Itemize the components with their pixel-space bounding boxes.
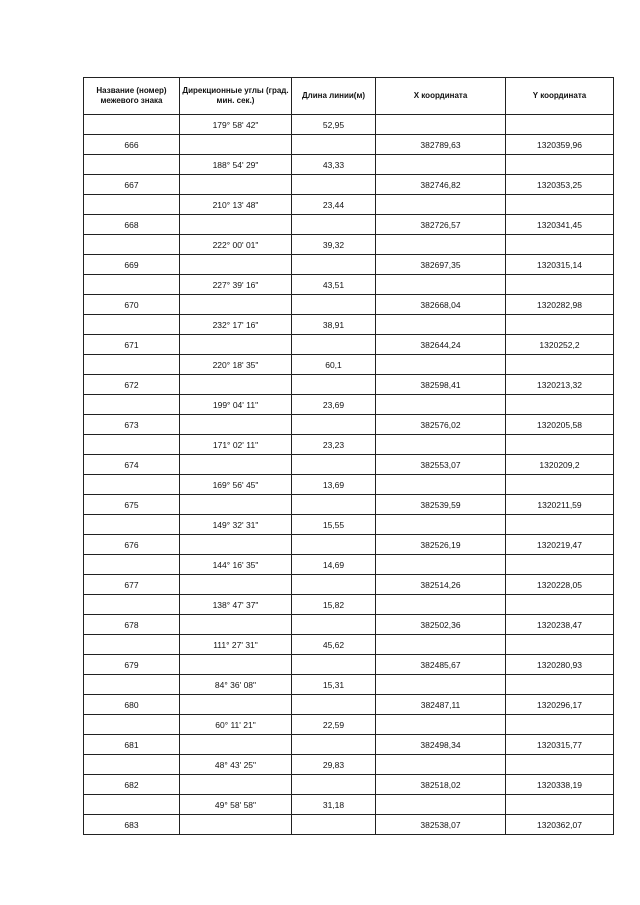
empty-cell <box>506 315 614 335</box>
empty-cell <box>180 335 292 355</box>
empty-cell <box>376 275 506 295</box>
point-row <box>84 215 614 235</box>
line-length: 38,91 <box>292 315 376 335</box>
header-length: Длина линии(м) <box>292 78 376 115</box>
direction-angle: 144° 16' 35" <box>180 555 292 575</box>
y-coordinate: 1320341,45 <box>506 215 614 235</box>
empty-cell <box>84 595 180 615</box>
y-coordinate: 1320315,77 <box>506 735 614 755</box>
point-row <box>84 255 614 275</box>
x-coordinate: 382644,24 <box>376 335 506 355</box>
empty-cell <box>506 635 614 655</box>
empty-cell <box>292 175 376 195</box>
line-length: 15,82 <box>292 595 376 615</box>
empty-cell <box>292 135 376 155</box>
direction-angle: 138° 47' 37" <box>180 595 292 615</box>
empty-cell <box>376 595 506 615</box>
empty-cell <box>292 335 376 355</box>
empty-cell <box>180 575 292 595</box>
line-length: 31,18 <box>292 795 376 815</box>
empty-cell <box>292 615 376 635</box>
empty-cell <box>84 155 180 175</box>
empty-cell <box>376 635 506 655</box>
point-name: 683 <box>84 815 180 835</box>
empty-cell <box>84 435 180 455</box>
empty-cell <box>292 815 376 835</box>
empty-cell <box>376 435 506 455</box>
empty-cell <box>292 695 376 715</box>
empty-cell <box>376 475 506 495</box>
x-coordinate: 382485,67 <box>376 655 506 675</box>
point-row <box>84 615 614 635</box>
direction-angle: 48° 43' 25" <box>180 755 292 775</box>
empty-cell <box>292 375 376 395</box>
direction-angle: 149° 32' 31" <box>180 515 292 535</box>
point-row <box>84 415 614 435</box>
empty-cell <box>376 715 506 735</box>
empty-cell <box>84 635 180 655</box>
segment-row <box>84 715 614 735</box>
empty-cell <box>180 535 292 555</box>
point-name: 668 <box>84 215 180 235</box>
segment-row <box>84 395 614 415</box>
y-coordinate: 1320252,2 <box>506 335 614 355</box>
x-coordinate: 382697,35 <box>376 255 506 275</box>
direction-angle: 232° 17' 16" <box>180 315 292 335</box>
x-coordinate: 382746,82 <box>376 175 506 195</box>
empty-cell <box>180 735 292 755</box>
empty-cell <box>506 795 614 815</box>
point-row <box>84 735 614 755</box>
empty-cell <box>376 755 506 775</box>
empty-cell <box>506 115 614 135</box>
x-coordinate: 382726,57 <box>376 215 506 235</box>
line-length: 43,51 <box>292 275 376 295</box>
segment-row <box>84 195 614 215</box>
header-y: Y координата <box>506 78 614 115</box>
empty-cell <box>506 195 614 215</box>
x-coordinate: 382526,19 <box>376 535 506 555</box>
empty-cell <box>506 155 614 175</box>
point-row <box>84 495 614 515</box>
line-length: 22,59 <box>292 715 376 735</box>
empty-cell <box>506 395 614 415</box>
x-coordinate: 382538,07 <box>376 815 506 835</box>
segment-row <box>84 755 614 775</box>
point-name: 680 <box>84 695 180 715</box>
direction-angle: 227° 39' 16" <box>180 275 292 295</box>
segment-row <box>84 435 614 455</box>
empty-cell <box>292 455 376 475</box>
x-coordinate: 382668,04 <box>376 295 506 315</box>
empty-cell <box>180 135 292 155</box>
y-coordinate: 1320359,96 <box>506 135 614 155</box>
header-name: Название (номер) межевого знака <box>84 78 180 115</box>
line-length: 52,95 <box>292 115 376 135</box>
segment-row <box>84 475 614 495</box>
point-row <box>84 455 614 475</box>
segment-row <box>84 355 614 375</box>
segment-row <box>84 595 614 615</box>
empty-cell <box>84 675 180 695</box>
direction-angle: 188° 54' 29" <box>180 155 292 175</box>
x-coordinate: 382598,41 <box>376 375 506 395</box>
y-coordinate: 1320228,05 <box>506 575 614 595</box>
y-coordinate: 1320296,17 <box>506 695 614 715</box>
segment-row <box>84 315 614 335</box>
point-name: 676 <box>84 535 180 555</box>
empty-cell <box>292 295 376 315</box>
x-coordinate: 382502,36 <box>376 615 506 635</box>
x-coordinate: 382553,07 <box>376 455 506 475</box>
point-name: 667 <box>84 175 180 195</box>
segment-row <box>84 235 614 255</box>
empty-cell <box>506 755 614 775</box>
point-name: 674 <box>84 455 180 475</box>
x-coordinate: 382789,63 <box>376 135 506 155</box>
empty-cell <box>376 195 506 215</box>
empty-cell <box>84 355 180 375</box>
line-length: 45,62 <box>292 635 376 655</box>
point-row <box>84 295 614 315</box>
empty-cell <box>84 235 180 255</box>
segment-row <box>84 155 614 175</box>
empty-cell <box>84 395 180 415</box>
line-length: 39,32 <box>292 235 376 255</box>
empty-cell <box>180 655 292 675</box>
x-coordinate: 382518,02 <box>376 775 506 795</box>
x-coordinate: 382498,34 <box>376 735 506 755</box>
y-coordinate: 1320238,47 <box>506 615 614 635</box>
empty-cell <box>506 235 614 255</box>
table-header-row <box>84 78 614 115</box>
point-name: 673 <box>84 415 180 435</box>
y-coordinate: 1320219,47 <box>506 535 614 555</box>
segment-row <box>84 635 614 655</box>
direction-angle: 111° 27' 31" <box>180 635 292 655</box>
empty-cell <box>506 675 614 695</box>
empty-cell <box>292 255 376 275</box>
line-length: 23,23 <box>292 435 376 455</box>
line-length: 29,83 <box>292 755 376 775</box>
point-row <box>84 135 614 155</box>
line-length: 23,69 <box>292 395 376 415</box>
empty-cell <box>376 115 506 135</box>
direction-angle: 199° 04' 11" <box>180 395 292 415</box>
empty-cell <box>292 415 376 435</box>
direction-angle: 210° 13' 48" <box>180 195 292 215</box>
segment-row <box>84 515 614 535</box>
empty-cell <box>292 575 376 595</box>
direction-angle: 179° 58' 42" <box>180 115 292 135</box>
empty-cell <box>376 555 506 575</box>
empty-cell <box>180 775 292 795</box>
point-name: 669 <box>84 255 180 275</box>
direction-angle: 49° 58' 58" <box>180 795 292 815</box>
segment-row <box>84 795 614 815</box>
empty-cell <box>292 655 376 675</box>
point-name: 677 <box>84 575 180 595</box>
empty-cell <box>180 215 292 235</box>
empty-cell <box>84 795 180 815</box>
x-coordinate: 382487,11 <box>376 695 506 715</box>
direction-angle: 220° 18' 35" <box>180 355 292 375</box>
y-coordinate: 1320282,98 <box>506 295 614 315</box>
point-name: 666 <box>84 135 180 155</box>
empty-cell <box>506 435 614 455</box>
empty-cell <box>292 775 376 795</box>
empty-cell <box>506 475 614 495</box>
empty-cell <box>180 455 292 475</box>
line-length: 15,31 <box>292 675 376 695</box>
y-coordinate: 1320315,14 <box>506 255 614 275</box>
point-name: 681 <box>84 735 180 755</box>
empty-cell <box>506 715 614 735</box>
y-coordinate: 1320209,2 <box>506 455 614 475</box>
direction-angle: 171° 02' 11" <box>180 435 292 455</box>
empty-cell <box>292 215 376 235</box>
line-length: 13,69 <box>292 475 376 495</box>
empty-cell <box>180 295 292 315</box>
y-coordinate: 1320338,19 <box>506 775 614 795</box>
empty-cell <box>180 815 292 835</box>
direction-angle: 60° 11' 21" <box>180 715 292 735</box>
x-coordinate: 382576,02 <box>376 415 506 435</box>
table-body <box>84 115 614 835</box>
y-coordinate: 1320362,07 <box>506 815 614 835</box>
x-coordinate: 382514,26 <box>376 575 506 595</box>
empty-cell <box>180 175 292 195</box>
line-length: 23,44 <box>292 195 376 215</box>
empty-cell <box>292 495 376 515</box>
point-row <box>84 535 614 555</box>
header-angles: Дирекционные углы (град. мин. сек.) <box>180 78 292 115</box>
empty-cell <box>84 755 180 775</box>
empty-cell <box>84 555 180 575</box>
direction-angle: 84° 36' 08" <box>180 675 292 695</box>
empty-cell <box>376 155 506 175</box>
segment-row <box>84 555 614 575</box>
line-length: 60,1 <box>292 355 376 375</box>
empty-cell <box>506 595 614 615</box>
empty-cell <box>180 415 292 435</box>
boundary-coordinates-table <box>83 77 614 835</box>
empty-cell <box>84 315 180 335</box>
empty-cell <box>84 715 180 735</box>
point-row <box>84 815 614 835</box>
empty-cell <box>84 115 180 135</box>
y-coordinate: 1320213,32 <box>506 375 614 395</box>
direction-angle: 222° 00' 01" <box>180 235 292 255</box>
empty-cell <box>180 615 292 635</box>
line-length: 15,55 <box>292 515 376 535</box>
direction-angle: 169° 56' 45" <box>180 475 292 495</box>
empty-cell <box>376 235 506 255</box>
empty-cell <box>506 515 614 535</box>
point-name: 679 <box>84 655 180 675</box>
y-coordinate: 1320205,58 <box>506 415 614 435</box>
point-name: 675 <box>84 495 180 515</box>
header-x: X координата <box>376 78 506 115</box>
x-coordinate: 382539,59 <box>376 495 506 515</box>
line-length: 14,69 <box>292 555 376 575</box>
point-row <box>84 655 614 675</box>
segment-row <box>84 115 614 135</box>
empty-cell <box>84 515 180 535</box>
empty-cell <box>376 515 506 535</box>
point-row <box>84 775 614 795</box>
point-name: 672 <box>84 375 180 395</box>
y-coordinate: 1320211,59 <box>506 495 614 515</box>
empty-cell <box>180 495 292 515</box>
segment-row <box>84 675 614 695</box>
point-name: 682 <box>84 775 180 795</box>
empty-cell <box>376 315 506 335</box>
empty-cell <box>506 555 614 575</box>
y-coordinate: 1320353,25 <box>506 175 614 195</box>
empty-cell <box>84 475 180 495</box>
line-length: 43,33 <box>292 155 376 175</box>
point-row <box>84 575 614 595</box>
point-name: 670 <box>84 295 180 315</box>
empty-cell <box>506 355 614 375</box>
empty-cell <box>506 275 614 295</box>
empty-cell <box>376 395 506 415</box>
empty-cell <box>84 195 180 215</box>
point-row <box>84 375 614 395</box>
empty-cell <box>180 375 292 395</box>
point-name: 671 <box>84 335 180 355</box>
point-row <box>84 695 614 715</box>
empty-cell <box>376 795 506 815</box>
empty-cell <box>292 735 376 755</box>
empty-cell <box>180 255 292 275</box>
segment-row <box>84 275 614 295</box>
point-row <box>84 175 614 195</box>
point-row <box>84 335 614 355</box>
empty-cell <box>292 535 376 555</box>
y-coordinate: 1320280,93 <box>506 655 614 675</box>
empty-cell <box>84 275 180 295</box>
empty-cell <box>376 675 506 695</box>
empty-cell <box>376 355 506 375</box>
point-name: 678 <box>84 615 180 635</box>
empty-cell <box>180 695 292 715</box>
